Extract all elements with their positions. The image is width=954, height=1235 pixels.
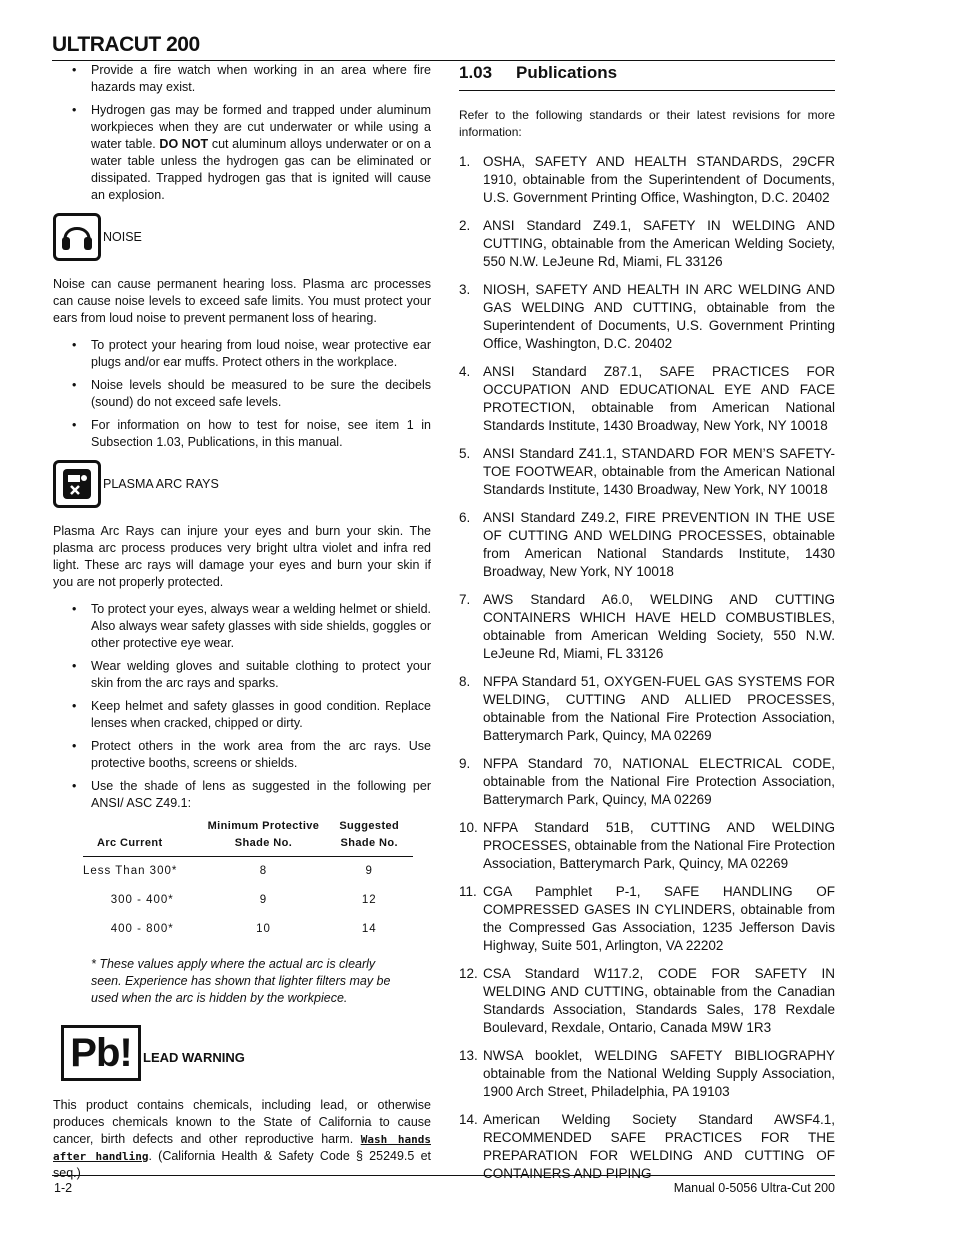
list-item (459, 281, 835, 353)
list-item: • Keep helmet and safety glasses in good condition. Replace lenses when cracked, chipped or dirty. (53, 698, 431, 732)
list-item (459, 445, 835, 499)
table-cell: 300 - 400* (110, 894, 174, 906)
table-cell: 9 (259, 894, 268, 906)
rays-heading (53, 457, 431, 511)
bold-warning: DO NOT (159, 137, 209, 151)
item-text: ANSI Standard Z87.1, SAFE PRACTICES FOR OCCUPATION AND EDUCATIONAL EYE AND FACE PROTECTION, obtainable from American National Standards Institute, 1430 Broadway, New York, NY 10018 (483, 364, 835, 433)
item-number: 14. (459, 1112, 478, 1127)
lead-pb-logo: Pb! (61, 1025, 141, 1081)
bullet-text: cut aluminum alloys underwater or on a water table unless the hydrogen gas can be eliminated or dissipated. Trapped hydrogen gas that is ignited will cause an explosion. (91, 137, 431, 202)
table-header-row (83, 818, 413, 857)
right-column (459, 62, 835, 1193)
list-item (459, 673, 835, 745)
list-item (459, 363, 835, 435)
footer-rule (52, 1175, 835, 1176)
list-item (459, 819, 835, 873)
section-rule (459, 90, 835, 91)
list-item: • Wear welding gloves and suitable clothing to protect your skin from the arc rays and sparks. (53, 658, 431, 692)
item-text: ANSI Standard Z49.2, FIRE PREVENTION IN THE USE OF CUTTING AND WELDING PROCESSES, obtainable from American National Standards Institute, 1430 Broadway, New York, NY 10018 (483, 510, 835, 579)
item-number: 4. (459, 364, 471, 379)
rays-paragraph: Plasma Arc Rays can injure your eyes and burn your skin. The plasma arc process produces very bright ultra violet and infra red light. These arc rays will damage your eyes and burn your skin if you are not properly protected. (53, 524, 431, 589)
rays-label: PLASMA ARC RAYS (103, 476, 219, 491)
lead-heading (53, 1021, 431, 1085)
item-number: 13. (459, 1048, 478, 1063)
table-cell: 8 (259, 865, 268, 877)
publications-intro: Refer to the following standards or their latest revisions for more information: (459, 108, 835, 139)
item-number: 12. (459, 966, 478, 981)
item-text: NFPA Standard 70, NATIONAL ELECTRICAL CODE, obtainable from the National Fire Protection Association, Batterymarch Park, Quincy, MA 02269 (483, 756, 835, 807)
item-text: ANSI Standard Z49.1, SAFETY IN WELDING AND CUTTING, obtainable from the American Welding Society, 550 N.W. LeJeune Rd, Miami, FL 33126 (483, 218, 835, 269)
section-title: Publications (516, 63, 618, 82)
list-item (459, 755, 835, 809)
section-number: 1.03 (459, 63, 493, 82)
table-header: Suggested Shade No. (325, 818, 413, 857)
item-text: AWS Standard A6.0, WELDING AND CUTTING CONTAINERS WHICH HAVE HELD COMBUSTIBLES, obtainable from American Welding Society, 550 N.W. LeJeune Rd, Miami, FL 33126 (483, 592, 835, 661)
list-item: • To protect your eyes, always wear a welding helmet or shield. Also always wear safety glasses with side shields, goggles or other protective eye wear. (53, 601, 431, 652)
page-header-title: ULTRACUT 200 (52, 33, 200, 56)
list-item: • To protect your hearing from loud noise, wear protective ear plugs and/or ear muffs. Protect others in the workplace. (53, 337, 431, 371)
table-row (83, 857, 413, 887)
table-cell: Less Than 300* (83, 865, 178, 877)
list-item (459, 1111, 835, 1183)
item-text: NIOSH, SAFETY AND HEALTH IN ARC WELDING AND GAS WELDING AND CUTTING, obtainable from the Superintendent of Documents, U.S. Government Printing Office, Washington, D.C. 20402 (483, 282, 835, 351)
manual-reference: Manual 0-5056 Ultra-Cut 200 (673, 1181, 835, 1195)
list-item (459, 883, 835, 955)
list-item (459, 965, 835, 1037)
list-item (459, 217, 835, 271)
list-item: • Noise levels should be measured to be sure the decibels (sound) do not exceed safe levels. (53, 377, 431, 411)
item-number: 3. (459, 282, 471, 297)
list-item (459, 509, 835, 581)
item-text: NFPA Standard 51B, CUTTING AND WELDING PROCESSES, obtainable from the National Fire Protection Association, Batterymarch Park, Quincy, MA 02269 (483, 820, 835, 871)
table-row (83, 915, 413, 944)
list-item (53, 102, 431, 204)
lead-warning-label: LEAD WARNING (143, 1049, 245, 1065)
list-item: • Use the shade of lens as suggested in the following per ANSI/ ASC Z49.1: (53, 778, 431, 812)
rays-bullet-list (53, 601, 431, 812)
list-item (459, 1047, 835, 1101)
list-item (53, 62, 431, 96)
ear-muffs-icon (53, 213, 101, 261)
bullet-text: Hydrogen gas may be formed and trapped under aluminum workpieces when they are cut underwater or while using a water table. (91, 103, 431, 151)
list-item (459, 153, 835, 207)
table-cell: 14 (361, 923, 377, 935)
table-cell: 12 (361, 894, 377, 906)
item-number: 8. (459, 674, 471, 689)
item-text: CGA Pamphlet P-1, SAFE HANDLING OF COMPRESSED GASES IN CYLINDERS, obtainable from the Compressed Gas Association, 1235 Jefferson Davis Highway, Suite 501, Arlington, VA 22202 (483, 884, 835, 953)
section-heading (459, 64, 835, 92)
lead-text: This product contains chemicals, including lead, or otherwise produces chemicals known to the State of California to cause cancer, birth defects and other reproductive harm. (53, 1098, 431, 1146)
left-column (53, 62, 431, 1192)
welding-helmet-icon (53, 460, 101, 508)
item-text: NFPA Standard 51, OXYGEN-FUEL GAS SYSTEMS FOR WELDING, CUTTING AND ALLIED PROCESSES, obtainable from the National Fire Protection Association, Batterymarch Park, Quincy, MA 02269 (483, 674, 835, 743)
item-text: ANSI Standard Z41.1, STANDARD FOR MEN’S SAFETY-TOE FOOTWEAR, obtainable from the American National Standards Institute, 1430 Broadway, New York, NY 10018 (483, 446, 835, 497)
header-rule (52, 60, 835, 61)
list-item: • Protect others in the work area from the arc rays. Use protective booths, screens or shields. (53, 738, 431, 772)
noise-heading (53, 210, 431, 264)
item-number: 11. (459, 884, 477, 899)
noise-label: NOISE (103, 229, 142, 244)
table-cell: 10 (256, 923, 271, 935)
item-number: 5. (459, 446, 471, 461)
item-text: CSA Standard W117.2, CODE FOR SAFETY IN WELDING AND CUTTING, obtainable from the Canadian Standards Association, Standards Sales, 178 Rexdale Boulevard, Rexdale, Ontario, Canada M9W 1R3 (483, 966, 835, 1035)
item-number: 1. (459, 154, 471, 169)
table-header: Arc Current (83, 818, 201, 857)
shade-table (83, 818, 413, 944)
item-number: 10. (459, 820, 478, 835)
wash-hands-text: Wash hands after handling (53, 1133, 431, 1163)
item-number: 7. (459, 592, 471, 607)
table-row (83, 886, 413, 915)
item-text: American Welding Society Standard AWSF4.1, RECOMMENDED SAFE PRACTICES FOR THE PREPARATION FOR WELDING AND CUTTING OF CONTAINERS AND PIPING (483, 1112, 835, 1181)
page-number: 1-2 (54, 1181, 73, 1195)
item-number: 2. (459, 218, 471, 233)
item-text: OSHA, SAFETY AND HEALTH STANDARDS, 29CFR 1910, obtainable from the Superintendent of Documents, U.S. Government Printing Office, Washington, D.C. 20402 (483, 154, 835, 205)
item-text: NWSA booklet, WELDING SAFETY BIBLIOGRAPHY obtainable from the National Welding Supply Association, 1900 Arch Street, Philadelphia, PA 19103 (483, 1048, 835, 1099)
list-item (459, 591, 835, 663)
publications-list (459, 153, 835, 1183)
fire-bullet-list (53, 62, 431, 204)
bullet-text: Provide a fire watch when working in an area where fire hazards may exist. (91, 63, 431, 94)
item-number: 6. (459, 510, 471, 525)
item-number: 9. (459, 756, 471, 771)
noise-paragraph: Noise can cause permanent hearing loss. Plasma arc processes can cause noise levels to exceed safe limits. You must protect your ears from loud noise to prevent permanent loss of hearing. (53, 277, 431, 325)
table-footnote: * These values apply where the actual arc is clearly seen. Experience has shown that lighter filters may be used when the arc is hidden by the workpiece. (91, 957, 391, 1005)
lead-paragraph (53, 1097, 431, 1182)
lead-text-end: . (California Health & Safety Code § 25249.5 et seq.) (53, 1149, 431, 1180)
table-header: Minimum Protective Shade No. (201, 818, 325, 857)
table-cell: 400 - 800* (110, 923, 174, 935)
table-cell: 9 (365, 865, 373, 877)
noise-bullet-list (53, 337, 431, 451)
list-item: • For information on how to test for noise, see item 1 in Subsection 1.03, Publications, in this manual. (53, 417, 431, 451)
